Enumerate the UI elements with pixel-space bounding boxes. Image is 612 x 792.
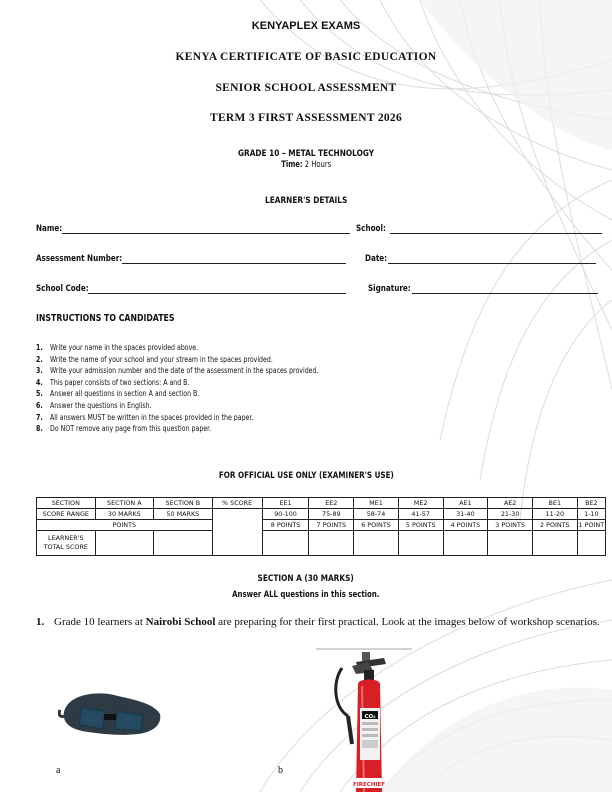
table-header-cell: ME2 <box>398 498 443 509</box>
section-b-score-cell[interactable] <box>154 531 213 556</box>
image-caption-a: a <box>56 765 61 776</box>
school-field-label: School: <box>356 224 386 234</box>
table-header-cell: AE1 <box>443 498 488 509</box>
points-cell: 7 POINTS <box>309 520 354 531</box>
name-field-label: Name: <box>36 224 63 234</box>
range-cell: 31-40 <box>443 509 488 520</box>
be2-score-cell[interactable] <box>577 531 605 556</box>
table-header-cell: SECTION <box>37 498 96 509</box>
points-cell: 1 POINT <box>578 521 605 529</box>
ee2-score-cell[interactable] <box>309 531 354 556</box>
table-header-row <box>37 498 606 509</box>
official-score-table <box>36 497 606 556</box>
points-cell: 3 POINTS <box>488 520 533 531</box>
name-input-line[interactable] <box>62 233 350 234</box>
section-a-instruction: Answer ALL questions in this section. <box>232 590 380 600</box>
table-header-cell: AE2 <box>488 498 533 509</box>
table-header-cell: ME1 <box>354 498 399 509</box>
me1-score-cell[interactable] <box>354 531 399 556</box>
instruction-item: 5. Answer all questions in section A and section B. <box>36 389 200 399</box>
range-cell: 75-89 <box>309 509 354 520</box>
section-a-score-cell[interactable] <box>95 531 154 556</box>
extinguisher-type-label: CO₂ <box>364 714 376 720</box>
instruction-item: 1. Write your name in the spaces provided above. <box>36 343 199 352</box>
instructions-title: INSTRUCTIONS TO CANDIDATES <box>36 313 175 324</box>
image-caption-b: b <box>278 765 283 776</box>
exam-body-name: KENYAPLEX EXAMS <box>251 20 361 32</box>
points-cell: 5 POINTS <box>398 520 443 531</box>
date-input-line[interactable] <box>388 263 596 264</box>
learner-details-title <box>0 190 612 208</box>
school-name: Nairobi School <box>145 616 216 628</box>
school-code-field-label: School Code: <box>36 284 89 294</box>
school-code-input-line[interactable] <box>88 293 346 294</box>
learner-total-label: LEARNER'S TOTAL SCORE <box>37 531 96 556</box>
assessment-number-field-label: Assessment Number: <box>36 254 123 264</box>
subject-title <box>0 143 612 161</box>
time-line <box>0 160 612 170</box>
time-value: 2 Hours <box>304 160 331 170</box>
table-row <box>37 520 606 531</box>
be1-score-cell[interactable] <box>532 531 577 556</box>
range-cell: 11-20 <box>532 509 577 520</box>
assessment-title: SENIOR SCHOOL ASSESSMENT <box>215 82 397 94</box>
section-a-title: SECTION A (30 MARKS) <box>257 574 355 584</box>
table-header-cell: % SCORE <box>212 498 262 509</box>
table-header-cell: SECTION A <box>95 498 154 509</box>
welding-goggles-image <box>58 684 166 744</box>
ae1-score-cell[interactable] <box>443 531 488 556</box>
table-row <box>37 509 606 520</box>
points-cell: 6 POINTS <box>354 520 399 531</box>
points-cell: 8 POINTS <box>262 520 309 531</box>
section-b-marks: 50 MARKS <box>154 509 213 520</box>
me2-score-cell[interactable] <box>398 531 443 556</box>
instructions-list <box>36 342 398 435</box>
table-header-cell: SECTION B <box>154 498 213 509</box>
section-a-marks: 30 MARKS <box>95 509 154 520</box>
instruction-item: 6. Answer the questions in English. <box>36 400 152 410</box>
range-cell: 21-30 <box>488 509 533 520</box>
time-label: Time: <box>281 160 303 170</box>
instruction-item: 3. Write your admission number and the date of the assessment in the spaces provided. <box>36 366 319 376</box>
signature-input-line[interactable] <box>412 293 598 294</box>
instruction-item: 4. This paper consists of two sections: A and B. <box>36 377 190 387</box>
term-title: TERM 3 FIRST ASSESSMENT 2026 <box>209 112 403 124</box>
table-header-cell: BE2 <box>577 498 605 509</box>
percent-score-cell[interactable] <box>212 509 262 556</box>
instruction-item: 7. All answers MUST be written in the spaces provided in the paper. <box>36 412 254 422</box>
question-text: Grade 10 learners at Nairobi School are preparing for their first practical. Look at the images below of workshop scenarios. <box>54 616 600 628</box>
range-cell: 90-100 <box>262 509 309 520</box>
table-header-cell: EE2 <box>309 498 354 509</box>
table-header-cell: EE1 <box>262 498 309 509</box>
date-field-label: Date: <box>365 254 388 264</box>
range-cell: 41-57 <box>398 509 443 520</box>
points-cell: 4 POINTS <box>443 520 488 531</box>
ae2-score-cell[interactable] <box>488 531 533 556</box>
table-header-cell: BE1 <box>532 498 577 509</box>
instruction-item: 2. Write the name of your school and your stream in the spaces provided. <box>36 354 273 364</box>
school-input-line[interactable] <box>390 233 602 234</box>
range-cell: 58-74 <box>354 509 399 520</box>
points-cell: 2 POINTS <box>532 520 577 531</box>
official-use-title: FOR OFFICIAL USE ONLY (EXAMINER'S USE) <box>218 471 394 481</box>
fire-extinguisher-image <box>312 648 412 792</box>
instruction-item: 8. Do NOT remove any page from this question paper. <box>36 424 212 434</box>
extinguisher-brand-label: FIRECHIEF <box>353 782 385 788</box>
assessment-number-input-line[interactable] <box>122 263 346 264</box>
points-label: POINTS <box>37 520 213 531</box>
question-number: 1. <box>36 616 45 628</box>
signature-field-label: Signature: <box>368 284 411 294</box>
certificate-title: KENYA CERTIFICATE OF BASIC EDUCATION <box>175 51 437 63</box>
score-range-label: SCORE RANGE <box>37 509 96 520</box>
range-cell: 1-10 <box>577 509 605 520</box>
learner-details-label: LEARNER'S DETAILS <box>264 196 348 206</box>
table-row <box>37 531 606 556</box>
subject-label: GRADE 10 – METAL TECHNOLOGY <box>237 149 375 159</box>
ee1-score-cell[interactable] <box>262 531 309 556</box>
